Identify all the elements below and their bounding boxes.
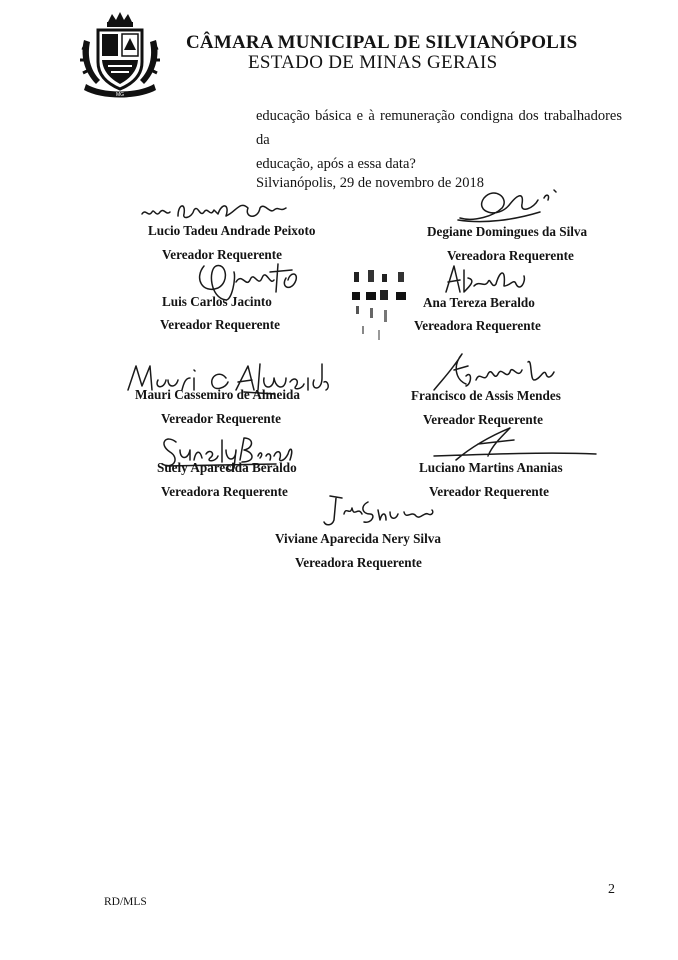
scan-smudge-icon — [350, 266, 430, 346]
page-number: 2 — [608, 882, 615, 897]
body-line-1: educação básica e à remuneração condigna dos trabalhadores da — [256, 108, 622, 148]
body-paragraph — [256, 104, 622, 176]
signatory-role: Vereador Requerente — [162, 247, 283, 262]
signatory-name: Luis Carlos Jacinto — [162, 294, 272, 309]
signatory-role: Vereadora Requerente — [161, 484, 288, 499]
signatory-role: Vereadora Requerente — [295, 555, 422, 570]
municipal-crest-icon — [78, 10, 162, 100]
signatory-name: Degiane Domingues da Silva — [427, 224, 588, 239]
signatory-role: Vereadora Requerente — [447, 248, 574, 263]
signatory-name: Ana Tereza Beraldo — [423, 295, 535, 310]
institution-title: CÂMARA MUNICIPAL DE SILVIANÓPOLIS — [186, 32, 578, 53]
signature-degiane — [454, 182, 564, 226]
svg-text:MG: MG — [115, 92, 125, 98]
signatory-role: Vereadora Requerente — [414, 318, 541, 333]
signature-viviane — [320, 492, 440, 532]
signatory-name: Mauri Cassemiro de Almeida — [135, 387, 300, 402]
signatory-role: Vereador Requerente — [160, 317, 281, 332]
signature-ana — [440, 262, 530, 298]
signatory-role: Vereador Requerente — [423, 412, 544, 427]
document-reference: RD/MLS — [104, 896, 147, 908]
signatory-name: Lucio Tadeu Andrade Peixoto — [148, 223, 316, 238]
signatory-role: Vereador Requerente — [161, 411, 282, 426]
signatory-name: Viviane Aparecida Nery Silva — [275, 531, 441, 546]
date-line: Silvianópolis, 29 de novembro de 2018 — [256, 175, 484, 191]
signatory-role: Vereador Requerente — [429, 484, 550, 499]
signatory-name: Luciano Martins Ananias — [419, 460, 563, 475]
body-line-2: educação, após a essa data? — [256, 156, 416, 172]
signatory-name: Francisco de Assis Mendes — [411, 388, 561, 403]
signatory-name: Suely Aparecida Beraldo — [157, 460, 297, 475]
institution-subtitle: ESTADO DE MINAS GERAIS — [248, 52, 498, 73]
